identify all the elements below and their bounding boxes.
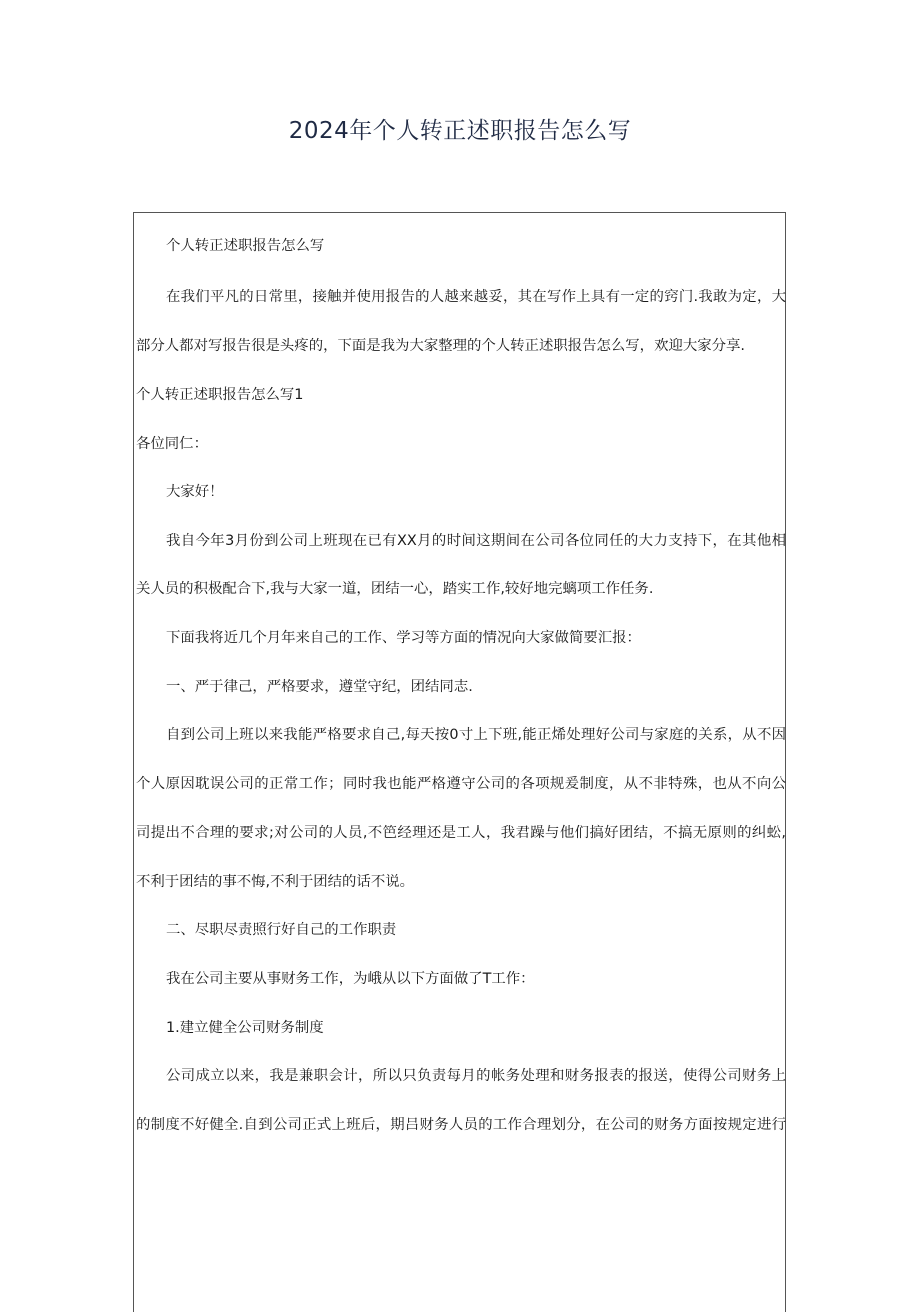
paragraph-line: 的制度不好健全.自到公司正式上班后，期吕财务人员的工作合理划分，在公司的财务方面按规定进行 [136,1117,786,1133]
section-heading: 个人转正述职报告怎么写 [166,238,325,254]
paragraph-line: 自到公司上班以来我能严格要求自己,每天按0寸上下班,能正烯处理好公司与家庭的关系，从不因 [166,727,786,743]
salutation: 各位同仁： [136,436,208,452]
paragraph-line: 下面我将近几个月年来自己的工作、学习等方面的情况向大家做简要汇报： [166,630,641,646]
paragraph-line: 在我们平凡的日常里，接触并使用报告的人越来越妥，其在写作上具有一定的窍门.我敢为定，大 [166,289,786,305]
report-heading: 个人转正述职报告怎么写1 [136,387,304,403]
paragraph-line: 关人员的积极配合下,我与大家一道，团结一心，踏实工作,较好地完螭项工作任务. [136,581,654,597]
document-title: 2024年个人转正述职报告怎么写 [288,118,632,144]
paragraph-line: 我自今年3月份到公司上班现在已有XX月的时间这期间在公司各位同任的大力支持下，在其他相 [166,533,786,549]
paragraph-line: 司提出不合理的要求;对公司的人员,不笆经理还是工人，我君躁与他们搞好团结，不搞无原则的纠蚣, [136,825,786,841]
subsection-heading: 1.建立健全公司财务制度 [166,1020,324,1036]
section-heading: 一、严于律己，严格要求，遵堂守纪，团结同志. [166,679,473,695]
paragraph-line: 我在公司主要从事财务工作，为峨从以下方面做了T工作： [166,971,535,987]
greeting: 大家好！ [166,484,224,500]
paragraph-line: 个人原因耽误公司的正常工作；同时我也能严格遵守公司的各项规爰制度，从不非特殊，也从不向公 [136,776,786,792]
paragraph-line: 公司成立以来，我是兼职会计，所以只负责每月的帐务处理和财务报表的报送，使得公司财务上 [166,1068,786,1084]
content-frame [133,212,786,1312]
section-heading: 二、尽职尽责照行好自己的工作职责 [166,922,397,938]
paragraph-line: 不利于团结的事不悔,不利于团结的话不说。 [136,874,414,890]
paragraph-line: 部分人都对写报告很是头疼的，下面是我为大家整理的个人转正述职报告怎么写，欢迎大家分享. [136,338,745,354]
